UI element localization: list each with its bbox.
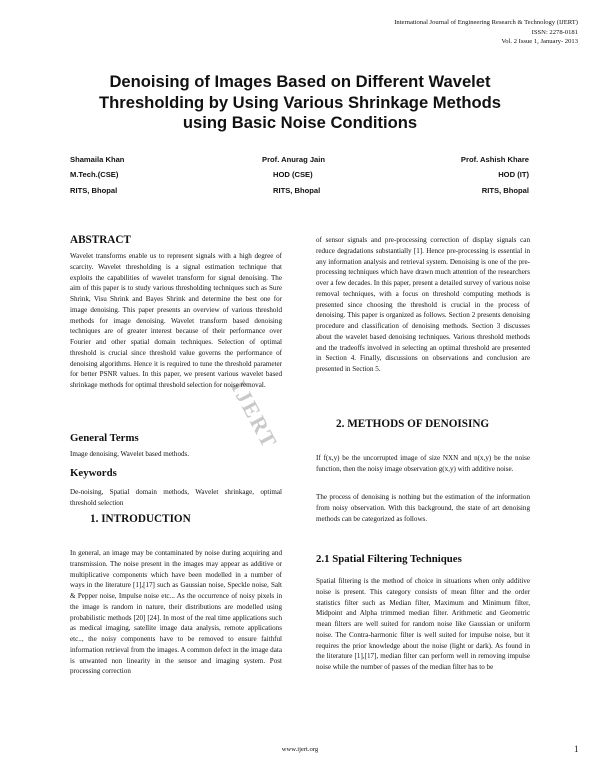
author-affiliation: RITS, Bhopal <box>481 185 529 195</box>
journal-name: International Journal of Engineering Research & Technology (IJERT) <box>394 19 578 26</box>
author-name: Shamaila Khan <box>70 155 125 164</box>
author-block-2 <box>262 152 325 198</box>
author-affiliation: RITS, Bhopal <box>70 185 118 195</box>
paper-title <box>40 72 560 134</box>
keywords-heading: Keywords <box>70 467 117 479</box>
keywords-text: De-noising, Spatial domain methods, Wavelet shrinkage, optimal threshold selection <box>70 488 282 507</box>
watermark: IJERT <box>225 376 283 454</box>
title-line: Denoising of Images Based on Different Wavelet <box>109 72 491 91</box>
title-line: Thresholding by Using Various Shrinkage Methods <box>99 92 501 112</box>
introduction-heading: 1. INTRODUCTION <box>90 513 191 525</box>
methods-paragraph-1: If f(x,y) be the uncorrupted image of size NXN and n(x,y) be the noise function, then the noisy image observation g(x,y) with additive noise. <box>316 454 530 473</box>
spatial-filtering-text: Spatial filtering is the method of choice in situations when only additive noise is present. This category consists of mean filter and the order statistics filter such as Median filter, Maximum and Minimum filter, Midpoint and Alpha trimmed median filter. Arithmetic and Geometric mean filters are well suited for random noise like Gaussian or uniform noise. The Contra-harmonic filter is well suited for impulse noise, but it requires the prior knowledge about the noise (light or dark). As found in the literature [1],[17], median filter can perform well in removing impulse noise while the number of passes of the median filter has to be <box>316 577 530 671</box>
title-line: using Basic Noise Conditions <box>182 113 418 132</box>
spatial-filtering-heading: 2.1 Spatial Filtering Techniques <box>316 553 462 565</box>
journal-header <box>394 18 578 47</box>
author-block-1 <box>70 152 124 198</box>
issn: ISSN: 2278-0181 <box>531 28 578 36</box>
page-number: 1 <box>574 744 579 754</box>
general-terms-text: Image denoising, Wavelet based methods. <box>70 450 190 458</box>
general-terms-heading: General Terms <box>70 432 139 444</box>
author-name: Prof. Ashish Khare <box>460 155 529 164</box>
introduction-text: In general, an image may be contaminated by noise during acquiring and transmission. The noise present in the images may appear as additive or multiplicative components which have been modelled in a number of ways in the literature [1],[17] such as Gaussian noise, Speckle noise, Salt & Pepper noise, Impulse noise etc... As the occurrence of noisy pixels in the image is random in nature, their distributions are modelled using probabilistic methods [20] [24]. In most of the real time applications such as medical imaging, satellite image data analysis, remote applications etc.., the noisy components have to be removed to ensure faithful information retrieval from the images. A common defect in the image data is unwanted non linearity in the sensor and imaging system. Post processing correction <box>70 549 282 676</box>
introduction-continued-text: of sensor signals and pre-processing correction of display signals can reduce degradations substantially [1]. Hence pre-processing is essential in any information analysis and retrieval system. Denoising is one of the pre-processing techniques which have drawn much attention of the researchers over a few decades. In this paper, present a detailed survey of various noise removal techniques, with a focus on threshold computing methods is presented since choosing the threshold is crucial in the process of denoising. This paper is organized as follows. Section 2 presents denoising procedure and classification of denoising methods. Section 3 discusses about the wavelet based denoising techniques. Various threshold methods and the tradeoffs involved in selecting an optimal threshold are presented in Section 4. Finally, discussions on observations and conclusion are presented in Section 5. <box>316 236 530 373</box>
author-name: Prof. Anurag Jain <box>262 155 326 164</box>
author-role: HOD (IT) <box>498 170 529 180</box>
abstract-heading: ABSTRACT <box>70 234 131 246</box>
volume-issue: Vol. 2 Issue 1, January- 2013 <box>501 38 578 46</box>
methods-heading: 2. METHODS OF DENOISING <box>336 418 490 430</box>
footer-url: www.ijert.org <box>281 746 319 753</box>
author-affiliation: RITS, Bhopal <box>273 185 321 195</box>
author-role: M.Tech.(CSE) <box>70 170 119 180</box>
author-block-3 <box>461 152 529 198</box>
methods-paragraph-2: The process of denoising is nothing but the estimation of the information from noisy observation. With this background, the state of art denoising methods can be categorized as follows. <box>316 493 530 523</box>
abstract-text: Wavelet transforms enable us to represent signals with a high degree of scarcity. Wavelet thresholding is a signal estimation technique that exploits the capabilities of wavelet transform for signal denoising. The aim of this paper is to study various thresholding techniques such as Sure Shrink, Visu Shrink and Bayes Shrink and determine the best one for image denoising. This paper presents an overview of various threshold methods for image denoising. Wavelet transform based denoising techniques are of greater interest because of their performance over Fourier and other spatial domain techniques. Selection of optimal threshold is crucial since threshold value governs the performance of denoising algorithms. Hence it is required to tune the threshold parameter for better PSNR values. In this paper, we present various wavelet based shrinkage methods for optimal threshold selection for noise removal. <box>70 252 282 389</box>
author-role: HOD (CSE) <box>273 170 313 180</box>
